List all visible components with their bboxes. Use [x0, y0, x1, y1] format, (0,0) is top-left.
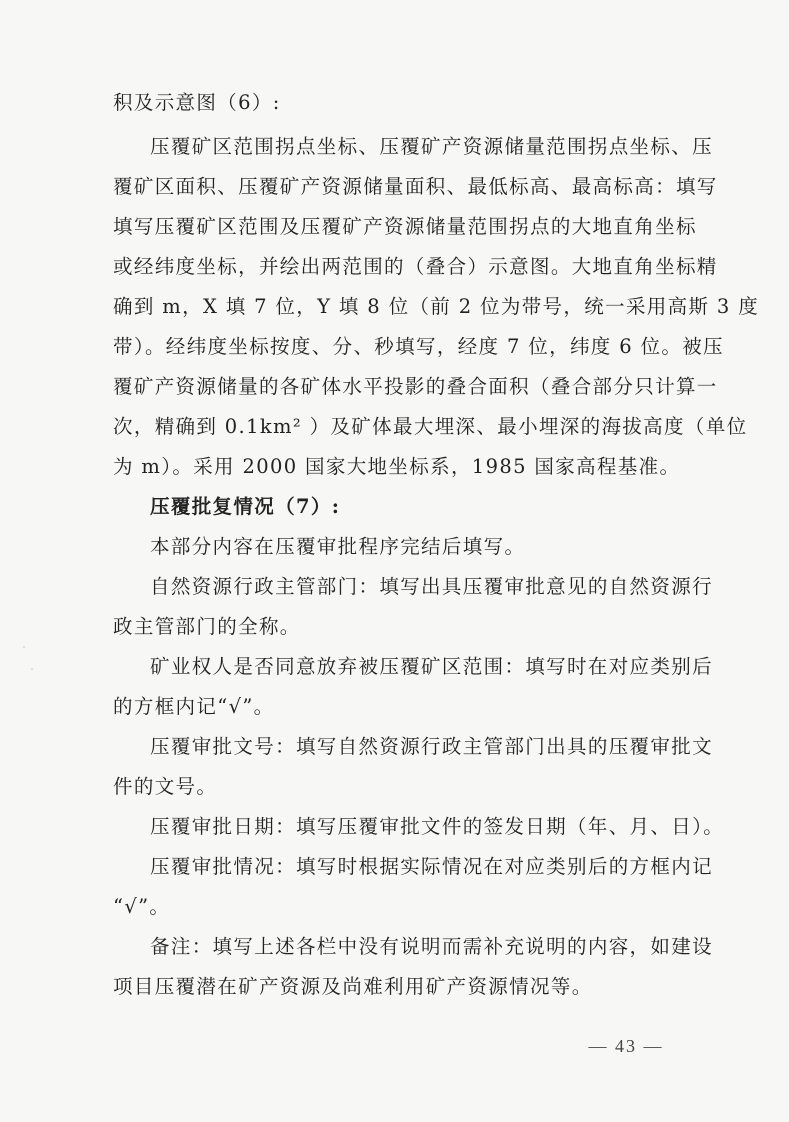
scan-speck [23, 646, 25, 648]
section-7-line-4: 矿业权人是否同意放弃被压覆矿区范围：填写时在对应类别后 [150, 655, 713, 678]
section-7-heading: 压覆批复情况（7）: [150, 495, 341, 518]
section-6-heading: 积及示意图（6）: [113, 91, 281, 114]
section-6-line-9: 为 m）。采用 2000 国家大地坐标系，1985 国家高程基准。 [113, 455, 681, 478]
section-7-line-6: 压覆审批文号：填写自然资源行政主管部门出具的压覆审批文 [150, 735, 713, 758]
section-7-line-12: 项目压覆潜在矿产资源及尚难利用矿产资源情况等。 [113, 975, 593, 998]
section-7-line-1: 本部分内容在压覆审批程序完结后填写。 [150, 535, 526, 558]
section-7-line-8: 压覆审批日期：填写压覆审批文件的签发日期（年、月、日）。 [150, 815, 725, 838]
section-7-line-5: 的方框内记“√”。 [113, 695, 275, 718]
section-6-line-1: 压覆矿区范围拐点坐标、压覆矿产资源储量范围拐点坐标、压 [150, 135, 713, 158]
scan-speck [31, 668, 33, 670]
section-7-line-7: 件的文号。 [113, 775, 218, 798]
section-7-line-11: 备注：填写上述各栏中没有说明而需补充说明的内容，如建设 [150, 935, 713, 958]
section-7-line-9: 压覆审批情况：填写时根据实际情况在对应类别后的方框内记 [150, 855, 713, 878]
section-6-line-8: 次，精确到 0.1km² ）及矿体最大埋深、最小埋深的海拔高度（单位 [113, 415, 748, 438]
section-6-line-6: 带）。经纬度坐标按度、分、秒填写，经度 7 位，纬度 6 位。被压 [113, 335, 724, 358]
section-6-line-4: 或经纬度坐标，并绘出两范围的（叠合）示意图。大地直角坐标精 [113, 255, 718, 278]
section-6-line-3: 填写压覆矿区范围及压覆矿产资源储量范围拐点的大地直角坐标 [113, 215, 697, 238]
section-6-line-5: 确到 m，X 填 7 位，Y 填 8 位（前 2 位为带号，统一采用高斯 3 度 [113, 295, 760, 318]
section-7-line-10: “√”。 [113, 895, 171, 918]
section-6-line-7: 覆矿产资源储量的各矿体水平投影的叠合面积（叠合部分只计算一 [113, 375, 718, 398]
section-6-line-2: 覆矿区面积、压覆矿产资源储量面积、最低标高、最高标高：填写 [113, 175, 718, 198]
section-7-line-2: 自然资源行政主管部门：填写出具压覆审批意见的自然资源行 [150, 575, 713, 598]
page-number: — 43 — [588, 1036, 664, 1056]
section-7-line-3: 政主管部门的全称。 [113, 615, 301, 638]
